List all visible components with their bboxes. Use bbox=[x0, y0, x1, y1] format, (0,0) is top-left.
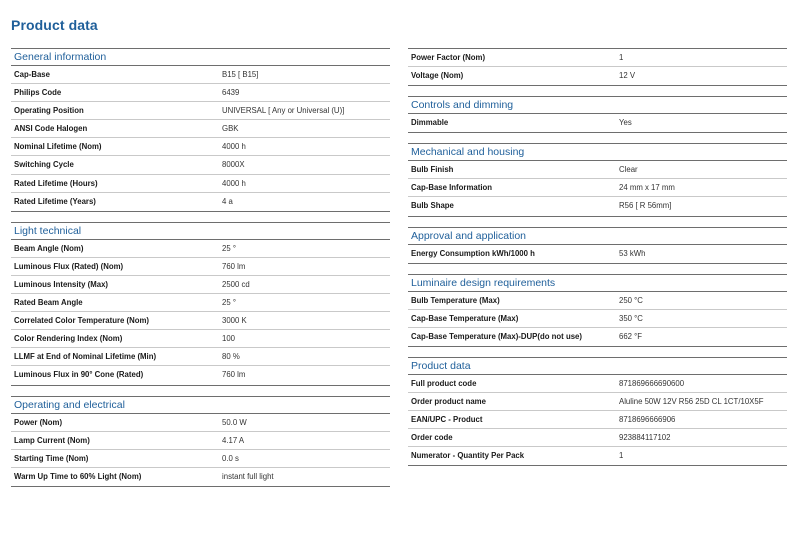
section-product-data bbox=[408, 357, 787, 466]
spec-value: 12 V bbox=[619, 71, 636, 81]
spec-value: 4 a bbox=[222, 196, 233, 206]
spec-row bbox=[408, 411, 787, 429]
spec-row bbox=[11, 258, 390, 276]
spec-value: 80 % bbox=[222, 352, 240, 362]
spec-value: R56 [ R 56mm] bbox=[619, 201, 672, 211]
spec-label: Order code bbox=[411, 433, 453, 443]
spec-row bbox=[11, 312, 390, 330]
spec-value: 760 lm bbox=[222, 370, 246, 380]
spec-label: Lamp Current (Nom) bbox=[14, 435, 90, 445]
section-approval-and-application bbox=[408, 227, 787, 264]
spec-value: 662 °F bbox=[619, 331, 643, 341]
spec-row bbox=[11, 240, 390, 258]
spec-value: UNIVERSAL [ Any or Universal (U)] bbox=[222, 106, 345, 116]
spec-row bbox=[11, 156, 390, 174]
spec-row bbox=[11, 193, 390, 211]
spec-row bbox=[408, 179, 787, 197]
spec-value: 24 mm x 17 mm bbox=[619, 183, 675, 193]
spec-row bbox=[11, 84, 390, 102]
spec-value: 350 °C bbox=[619, 313, 643, 323]
spec-value: 4000 h bbox=[222, 178, 246, 188]
spec-value: Clear bbox=[619, 165, 638, 175]
spec-label: Energy Consumption kWh/1000 h bbox=[411, 248, 535, 258]
spec-label: Philips Code bbox=[14, 88, 62, 98]
right-column bbox=[408, 48, 787, 466]
spec-value: 1 bbox=[619, 53, 624, 62]
spec-row bbox=[11, 102, 390, 120]
spec-label: Bulb Shape bbox=[411, 201, 454, 211]
section-title: Luminaire design requirements bbox=[408, 275, 787, 292]
section-title: Mechanical and housing bbox=[408, 144, 787, 161]
spec-row bbox=[408, 49, 787, 67]
spec-label: Luminous Flux (Rated) (Nom) bbox=[14, 261, 124, 271]
spec-row bbox=[408, 245, 787, 263]
section-title: Product data bbox=[408, 358, 787, 375]
spec-value: instant full light bbox=[222, 471, 274, 481]
spec-row bbox=[11, 66, 390, 84]
spec-value: 6439 bbox=[222, 88, 240, 98]
section-luminaire-design-requirements bbox=[408, 274, 787, 347]
spec-row bbox=[408, 429, 787, 447]
spec-row bbox=[11, 138, 390, 156]
spec-label: LLMF at End of Nominal Lifetime (Min) bbox=[14, 352, 157, 362]
spec-label: Cap-Base Temperature (Max)-DUP(do not use) bbox=[411, 331, 582, 341]
section-title: General information bbox=[11, 49, 390, 66]
spec-row bbox=[11, 330, 390, 348]
spec-label: Rated Beam Angle bbox=[14, 298, 83, 308]
spec-label: Numerator - Quantity Per Pack bbox=[411, 451, 525, 461]
spec-label: Rated Lifetime (Hours) bbox=[14, 178, 98, 188]
spec-label: Luminous Flux in 90° Cone (Rated) bbox=[14, 370, 144, 380]
spec-label: Starting Time (Nom) bbox=[14, 453, 89, 463]
spec-label: EAN/UPC - Product bbox=[411, 415, 483, 425]
spec-label: Operating Position bbox=[14, 106, 84, 116]
spec-label: Switching Cycle bbox=[14, 160, 74, 170]
spec-row bbox=[11, 348, 390, 366]
spec-row bbox=[11, 432, 390, 450]
spec-row bbox=[11, 450, 390, 468]
spec-value: 100 bbox=[222, 334, 236, 344]
spec-row bbox=[11, 468, 390, 486]
spec-row bbox=[408, 114, 787, 132]
section-continued bbox=[408, 48, 787, 86]
spec-value: 8000X bbox=[222, 160, 245, 170]
spec-value: 3000 K bbox=[222, 316, 247, 326]
spec-label: Rated Lifetime (Years) bbox=[14, 196, 96, 206]
spec-row bbox=[408, 67, 787, 85]
spec-label: Voltage (Nom) bbox=[411, 71, 464, 81]
spec-row bbox=[408, 447, 787, 465]
section-general-information bbox=[11, 48, 390, 212]
spec-row bbox=[408, 375, 787, 393]
spec-label: Luminous Intensity (Max) bbox=[14, 279, 109, 289]
spec-label: Cap-Base Information bbox=[411, 183, 493, 193]
spec-label: Cap-Base Temperature (Max) bbox=[411, 313, 519, 323]
spec-row bbox=[408, 197, 787, 215]
spec-value: 53 kWh bbox=[619, 248, 646, 258]
spec-value: Aluline 50W 12V R56 25D CL 1CT/10X5F bbox=[619, 397, 764, 407]
spec-label: Cap-Base bbox=[14, 70, 50, 79]
spec-value: 760 lm bbox=[222, 261, 246, 271]
spec-value: 923884117102 bbox=[619, 433, 671, 443]
spec-label: Nominal Lifetime (Nom) bbox=[14, 142, 102, 152]
spec-value: 25 ° bbox=[222, 298, 236, 308]
spec-value: 25 ° bbox=[222, 243, 236, 253]
spec-row bbox=[11, 120, 390, 138]
spec-label: Color Rendering Index (Nom) bbox=[14, 334, 123, 344]
spec-label: ANSI Code Halogen bbox=[14, 124, 88, 134]
section-mechanical-and-housing bbox=[408, 143, 787, 216]
section-operating-and-electrical bbox=[11, 396, 390, 487]
spec-label: Dimmable bbox=[411, 118, 449, 128]
spec-value: 50.0 W bbox=[222, 417, 247, 427]
left-column bbox=[11, 48, 390, 487]
spec-row bbox=[408, 292, 787, 310]
section-controls-and-dimming bbox=[408, 96, 787, 133]
spec-label: Bulb Finish bbox=[411, 165, 454, 175]
spec-label: Power (Nom) bbox=[14, 417, 63, 427]
section-title: Light technical bbox=[11, 223, 390, 240]
spec-label: Full product code bbox=[411, 378, 477, 388]
spec-row bbox=[408, 393, 787, 411]
spec-value: B15 [ B15] bbox=[222, 70, 259, 79]
spec-label: Bulb Temperature (Max) bbox=[411, 295, 500, 305]
spec-value: 0.0 s bbox=[222, 453, 239, 463]
spec-label: Warm Up Time to 60% Light (Nom) bbox=[14, 471, 142, 481]
spec-value: 871869666690600 bbox=[619, 378, 685, 388]
spec-row bbox=[11, 366, 390, 384]
spec-label: Power Factor (Nom) bbox=[411, 53, 486, 62]
spec-label: Beam Angle (Nom) bbox=[14, 243, 84, 253]
spec-row bbox=[11, 294, 390, 312]
spec-value: Yes bbox=[619, 118, 632, 128]
spec-value: 2500 cd bbox=[222, 279, 250, 289]
spec-label: Order product name bbox=[411, 397, 486, 407]
spec-row bbox=[408, 328, 787, 346]
spec-row bbox=[408, 310, 787, 328]
spec-value: GBK bbox=[222, 124, 239, 134]
spec-label: Correlated Color Temperature (Nom) bbox=[14, 316, 150, 326]
section-light-technical bbox=[11, 222, 390, 386]
section-title: Operating and electrical bbox=[11, 397, 390, 414]
section-title: Controls and dimming bbox=[408, 97, 787, 114]
spec-value: 1 bbox=[619, 451, 624, 461]
spec-value: 4000 h bbox=[222, 142, 246, 152]
spec-value: 4.17 A bbox=[222, 435, 245, 445]
spec-row bbox=[11, 414, 390, 432]
page-title: Product data bbox=[11, 17, 98, 33]
section-title: Approval and application bbox=[408, 228, 787, 245]
spec-row bbox=[11, 276, 390, 294]
spec-row bbox=[408, 161, 787, 179]
spec-value: 8718696666906 bbox=[619, 415, 676, 425]
spec-value: 250 °C bbox=[619, 295, 643, 305]
spec-row bbox=[11, 175, 390, 193]
